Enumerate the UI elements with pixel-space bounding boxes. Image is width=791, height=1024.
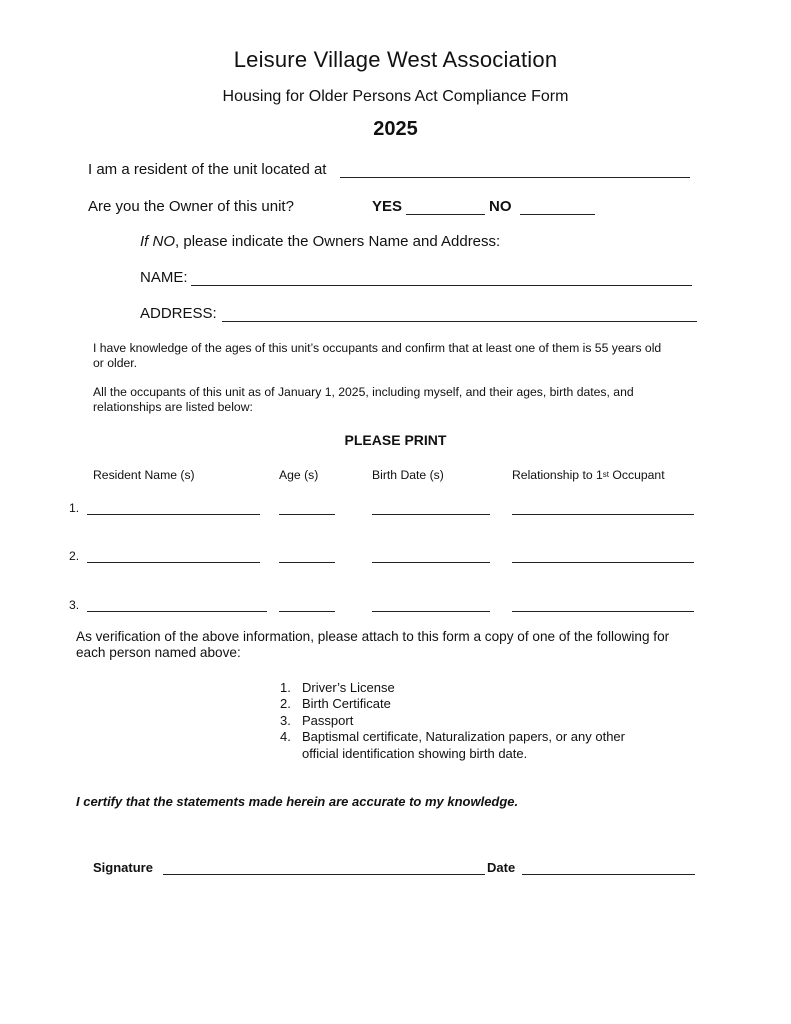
list-number: 2. — [280, 696, 291, 711]
certification-statement: I certify that the statements made herein are accurate to my knowledge. — [76, 794, 519, 809]
knowledge-line-2: or older. — [93, 356, 138, 370]
list-item — [280, 680, 395, 695]
knowledge-line-1: I have knowledge of the ages of this unit’s occupants and confirm that at least one of them is 55 years old — [93, 341, 662, 355]
header-age: Age (s) — [279, 468, 319, 482]
relationship-text: Relationship to 1 — [512, 468, 603, 482]
list-item — [280, 713, 354, 728]
page-title: Leisure Village West Association — [233, 47, 558, 72]
age-field[interactable] — [279, 562, 335, 563]
no-label: NO — [489, 198, 512, 215]
list-text: Birth Certificate — [302, 696, 391, 711]
list-number: 1. — [280, 680, 291, 695]
list-item — [280, 696, 391, 711]
relationship-text-post: Occupant — [609, 468, 665, 482]
birth-date-field[interactable] — [372, 562, 490, 563]
row-number: 2. — [69, 549, 80, 563]
form-subtitle: Housing for Older Persons Act Compliance Form — [222, 88, 569, 105]
owner-question: Are you the Owner of this unit? — [88, 198, 294, 215]
list-number: 3. — [280, 713, 291, 728]
owner-instruction — [140, 233, 500, 250]
relationship-field[interactable] — [512, 514, 694, 515]
signature-field[interactable] — [163, 874, 485, 875]
relationship-sup: st — [602, 470, 610, 479]
age-field[interactable] — [279, 514, 335, 515]
relationship-field[interactable] — [512, 611, 694, 612]
age-field[interactable] — [279, 611, 335, 612]
birth-date-field[interactable] — [372, 611, 490, 612]
list-number: 4. — [280, 729, 291, 744]
unit-label: I am a resident of the unit located at — [88, 161, 327, 178]
form-year: 2025 — [373, 118, 418, 140]
no-field[interactable] — [520, 214, 595, 215]
date-field[interactable] — [522, 874, 695, 875]
relationship-field[interactable] — [512, 562, 694, 563]
verification-line-2: each person named above: — [76, 645, 241, 660]
list-text: Passport — [302, 713, 354, 728]
birth-date-field[interactable] — [372, 514, 490, 515]
please-print-heading: PLEASE PRINT — [344, 432, 447, 448]
header-relationship — [512, 468, 665, 483]
occupants-line-1: All the occupants of this unit as of January 1, 2025, including myself, and their ages, birth dates, and — [93, 385, 634, 399]
header-birth-date: Birth Date (s) — [372, 468, 444, 482]
instruction-italic: If NO — [140, 233, 176, 250]
unit-address-field[interactable] — [340, 177, 690, 178]
resident-name-field[interactable] — [87, 611, 267, 612]
row-number: 3. — [69, 598, 80, 612]
resident-name-field[interactable] — [87, 514, 260, 515]
yes-field[interactable] — [406, 214, 485, 215]
row-number: 1. — [69, 501, 80, 515]
list-text: Driver’s License — [302, 680, 395, 695]
header-resident-name: Resident Name (s) — [93, 468, 195, 482]
list-item-continuation: official identification showing birth date. — [302, 746, 528, 761]
signature-label: Signature — [93, 860, 153, 875]
name-label: NAME: — [140, 269, 188, 286]
yes-label: YES — [372, 198, 403, 215]
occupants-line-2: relationships are listed below: — [93, 400, 253, 414]
resident-name-field[interactable] — [87, 562, 260, 563]
date-label: Date — [487, 860, 516, 875]
owner-address-field[interactable] — [222, 321, 697, 322]
instruction-rest: , please indicate the Owners Name and Address: — [175, 233, 501, 250]
list-item — [280, 729, 625, 744]
list-text: Baptismal certificate, Naturalization papers, or any other — [302, 729, 625, 744]
owner-name-field[interactable] — [191, 285, 692, 286]
address-label: ADDRESS: — [140, 305, 217, 322]
verification-line-1: As verification of the above information, please attach to this form a copy of one of the following for — [76, 629, 670, 644]
